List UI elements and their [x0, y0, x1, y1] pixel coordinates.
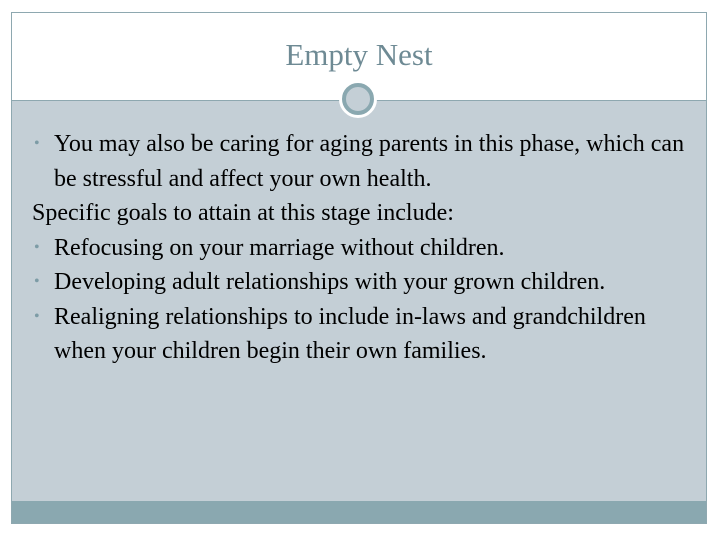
bullet-icon: •	[34, 135, 40, 152]
bullet-icon: •	[34, 238, 40, 256]
bullet-paragraph-1	[32, 127, 692, 196]
slide	[11, 12, 707, 524]
bullet-icon: •	[34, 307, 40, 325]
paragraph-text: Refocusing on your marriage without children.	[54, 234, 505, 261]
footer-bar	[12, 501, 706, 523]
bullet-paragraph-4	[32, 300, 692, 369]
circle-ornament-icon	[339, 80, 377, 118]
plain-paragraph	[32, 196, 692, 231]
bullet-icon: •	[34, 273, 40, 290]
paragraph-text: Specific goals to attain at this stage include:	[32, 200, 454, 226]
slide-title: Empty Nest	[285, 37, 433, 72]
ring-shape	[342, 83, 374, 115]
bullet-paragraph-3	[32, 265, 692, 300]
paragraph-text: Realigning relationships to include in-laws and grandchildren when your children begin their own families.	[54, 303, 646, 364]
paragraph-text: Developing adult relationships with your grown children.	[54, 269, 606, 295]
slide-body	[32, 127, 692, 369]
bullet-paragraph-2	[32, 231, 692, 266]
paragraph-text: You may also be caring for aging parents in this phase, which can be stressful and affect your own health.	[54, 131, 685, 192]
